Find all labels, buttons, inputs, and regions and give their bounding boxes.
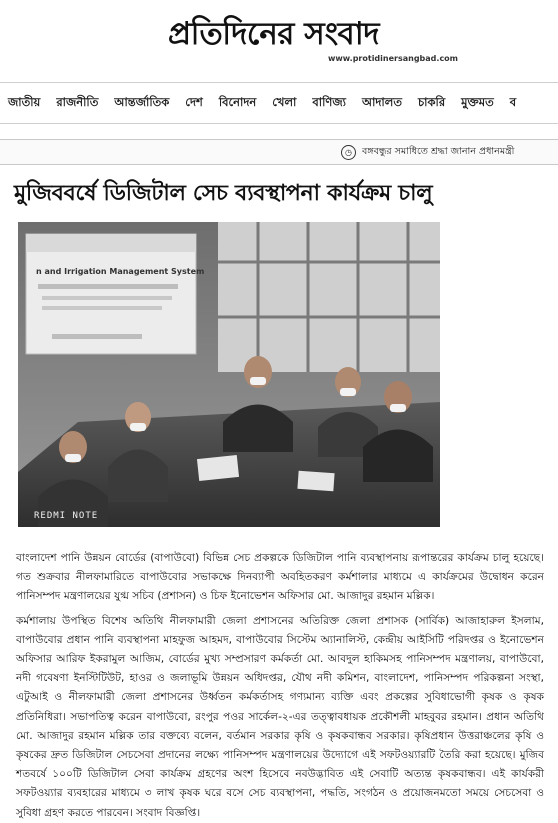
nav-item-more[interactable]: ব [509, 94, 517, 109]
nav-item-politics[interactable]: রাজনীতি [56, 94, 99, 109]
nav-item-business[interactable]: বাণিজ্য [312, 94, 346, 109]
article-paragraph-2: কর্মশালায় উপস্থিত বিশেষ অতিথি নীলফামারী জেলা প্রশাসনের অতিরিক্ত জেলা প্রশাসক (সার্বিক) আজাহারুল ইসলাম, বাপাউবোর প্রধান পানি ব্যবস্থাপনা মাহফুজ আহমদ, বাপাউবোর সিস্টেম অ্যানালিস্ট, কেন্দ্রীয় আইসিটি পরিদপ্তর ও ইনোভেশন অফিসার আরিফ ইকরামুল আজিম, বোর্ডের মুখ্য সম্প্রসারণ কর্মকর্তা মো. আবদুল হাকিমসহ পানিসম্পদ মন্ত্রণালয়, বাপাউবো, নদী গবেষণা ইনস্টিটিউট, হাওর ও জলাভূমি উন্নয়ন অধিদপ্তর, যৌথ নদী কমিশন, বাংলাদেশ, পানিসম্পদ পরিকল্পনা সংস্থা, এটুআই ও নীলফামারী জেলা প্রশাসনের উর্ধ্বতন কর্মকর্তাসহ গণ্যমান্য ব্যক্তি এবং প্রকল্পের সুবিধাভোগী কৃষক ও কৃষক প্রতিনিধিরা। সভাপতিত্ব করেন বাপাউবো, রংপুর পওর সার্কেল-২-এর তত্ত্বাবধায়ক প্রকৌশলী মাহবুবর রহমান। প্রধান অতিথি মো. আজাদুর রহমান মল্লিক তার বক্তব্যে বলেন, বর্তমান সরকার কৃষি ও কৃষকবান্ধব সরকার। কৃষিপ্রধান উত্তরাঞ্চলের কৃষি ও কৃষকের দ্রুত ডিজিটাল সেচসেবা প্রদানের লক্ষ্যে পানিসম্পদ মন্ত্রণালয়ের উদ্যোগে এই সফটওয়্যারটি তৈরি করা হয়েছে। মুজিব শতবর্ষে ১০০টি ডিজিটাল সেবা কার্যক্রম গ্রহণের অংশ হিসেবে নবউদ্ভাবিত এই সেবাটি অত্যন্ত কৃষকবান্ধব। এই কার্যকরী সফটওয়্যার ব্যবহারের মাধ্যমে ৩ লাখ কৃষক ঘরে বসে সেচ ব্যবস্থাপনা, পদ্ধতি, সংগঠন ও প্রয়োজনমতো সময়ে সেচসেবা ও সুবিধা গ্রহণ করতে পারবেন। সংবাদ বিজ্ঞপ্তি। [16, 614, 544, 819]
nav-item-country[interactable]: দেশ [185, 94, 203, 109]
nav-item-national[interactable]: জাতীয় [8, 94, 41, 109]
site-url[interactable]: www.protidinersangbad.com [328, 54, 459, 63]
nav-item-sports[interactable]: খেলা [272, 94, 297, 109]
masthead [0, 0, 558, 80]
nav-item-opinion[interactable]: মুক্তমত [461, 94, 494, 109]
nav-item-jobs[interactable]: চাকরি [417, 94, 446, 109]
article-headline: মুজিববর্ষে ডিজিটাল সেচ ব্যবস্থাপনা কার্যক্রম চালু [14, 181, 433, 206]
nav-item-entertainment[interactable]: বিনোদন [218, 94, 257, 109]
nav-item-court[interactable]: আদালত [361, 94, 402, 109]
nav-item-international[interactable]: আন্তর্জাতিক [114, 94, 170, 109]
news-ticker [0, 139, 558, 165]
ticker-headline[interactable]: বঙ্গবন্ধুর সমাধিতে শ্রদ্ধা জানান প্রধানমন্ত্রী [362, 145, 515, 157]
banner-title-svg: n and Irrigation Management System [36, 267, 205, 276]
article-photo [18, 222, 440, 527]
clock-icon: ◷ [341, 145, 356, 160]
site-logo[interactable]: প্রতিদিনের সংবাদ [168, 16, 380, 52]
article-paragraph-1: বাংলাদেশ পানি উন্নয়ন বোর্ডের (বাপাউবো) বিভিন্ন সেচ প্রকল্পকে ডিজিটাল পানি ব্যবস্থাপনায় রূপান্তরের কার্যক্রম চালু হয়েছে। গত শুক্রবার নীলফামারিতে বাপাউবোর সভাকক্ষে দিনব্যাপী অবহিতকরণ কর্মশালার মাধ্যমে এ কার্যক্রমের উদ্বোধন করেন পানিসম্পদ মন্ত্রণালয়ের যুগ্ম সচিব (প্রশাসন) ও চিফ ইনোভেশন অফিসার মো. আজাদুর রহমান মল্লিক। [16, 551, 544, 602]
main-navigation [0, 82, 558, 124]
photo-illustration [18, 222, 440, 527]
photo-watermark: REDMI NOTE [34, 511, 99, 521]
